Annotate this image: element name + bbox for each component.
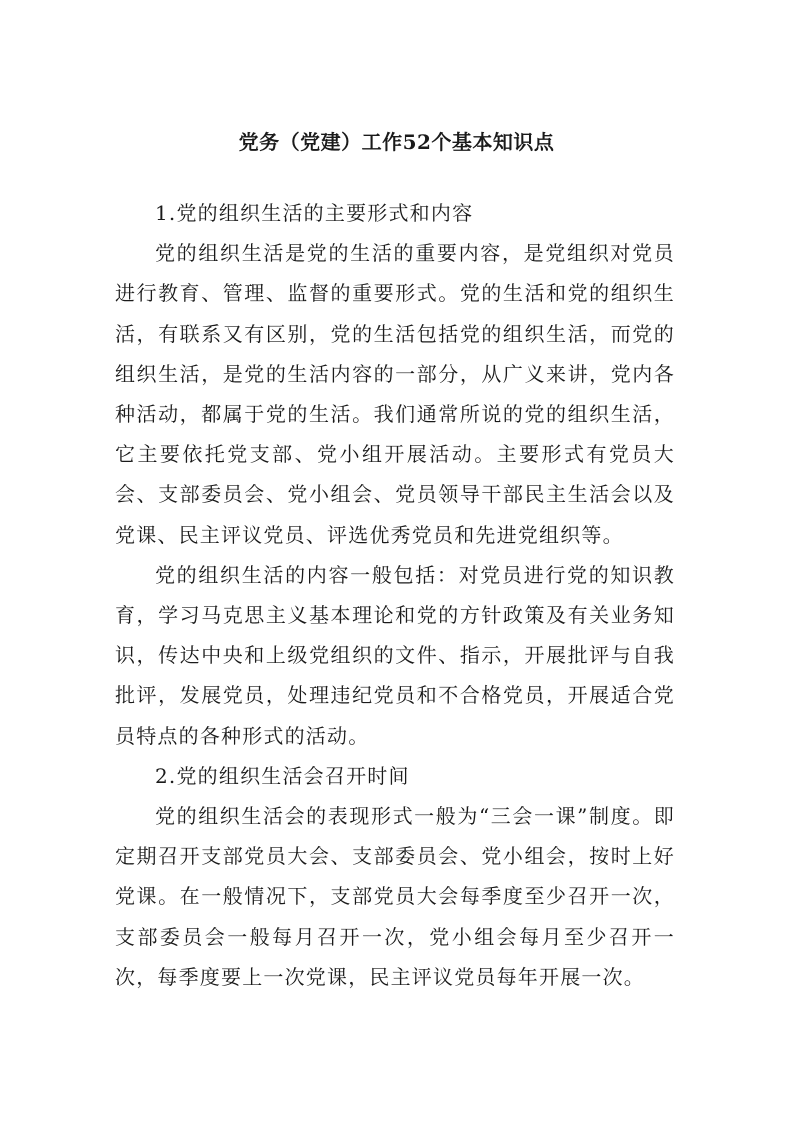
section-heading-1: 1.党的组织生活的主要形式和内容 [155, 201, 474, 225]
paragraph: 党的组织生活会的表现形式一般为“三会一课”制度。即定期召开支部党员大会、支部委员会、党小组会，按时上好党课。在一般情况下，支部党员大会每季度至少召开一次，支部委员会一般每月召开一次，党小组会每月至少召开一次，每季度要上一次党课，民主评议党员每年开展一次。 [115, 804, 675, 989]
document-body [115, 193, 675, 997]
paragraph: 党的组织生活是党的生活的重要内容，是党组织对党员进行教育、管理、监督的重要形式。党的生活和党的组织生活，有联系又有区别，党的生活包括党的组织生活，而党的组织生活，是党的生活内容的一部分，从广义来讲，党内各种活动，都属于党的生活。我们通常所说的党的组织生活，它主要依托党支部、党小组开展活动。主要形式有党员大会、支部委员会、党小组会、党员领导干部民主生活会以及党课、民主评议党员、评选优秀党员和先进党组织等。 [115, 241, 675, 547]
document-title: 党务（党建）工作52个基本知识点 [238, 130, 555, 154]
paragraph: 党的组织生活的内容一般包括：对党员进行党的知识教育，学习马克思主义基本理论和党的方针政策及有关业务知识，传达中央和上级党组织的文件、指示，开展批评与自我批评，发展党员，处理违纪党员和不合格党员，开展适合党员特点的各种形式的活动。 [115, 562, 675, 748]
section-heading-2: 2.党的组织生活会召开时间 [155, 763, 410, 788]
